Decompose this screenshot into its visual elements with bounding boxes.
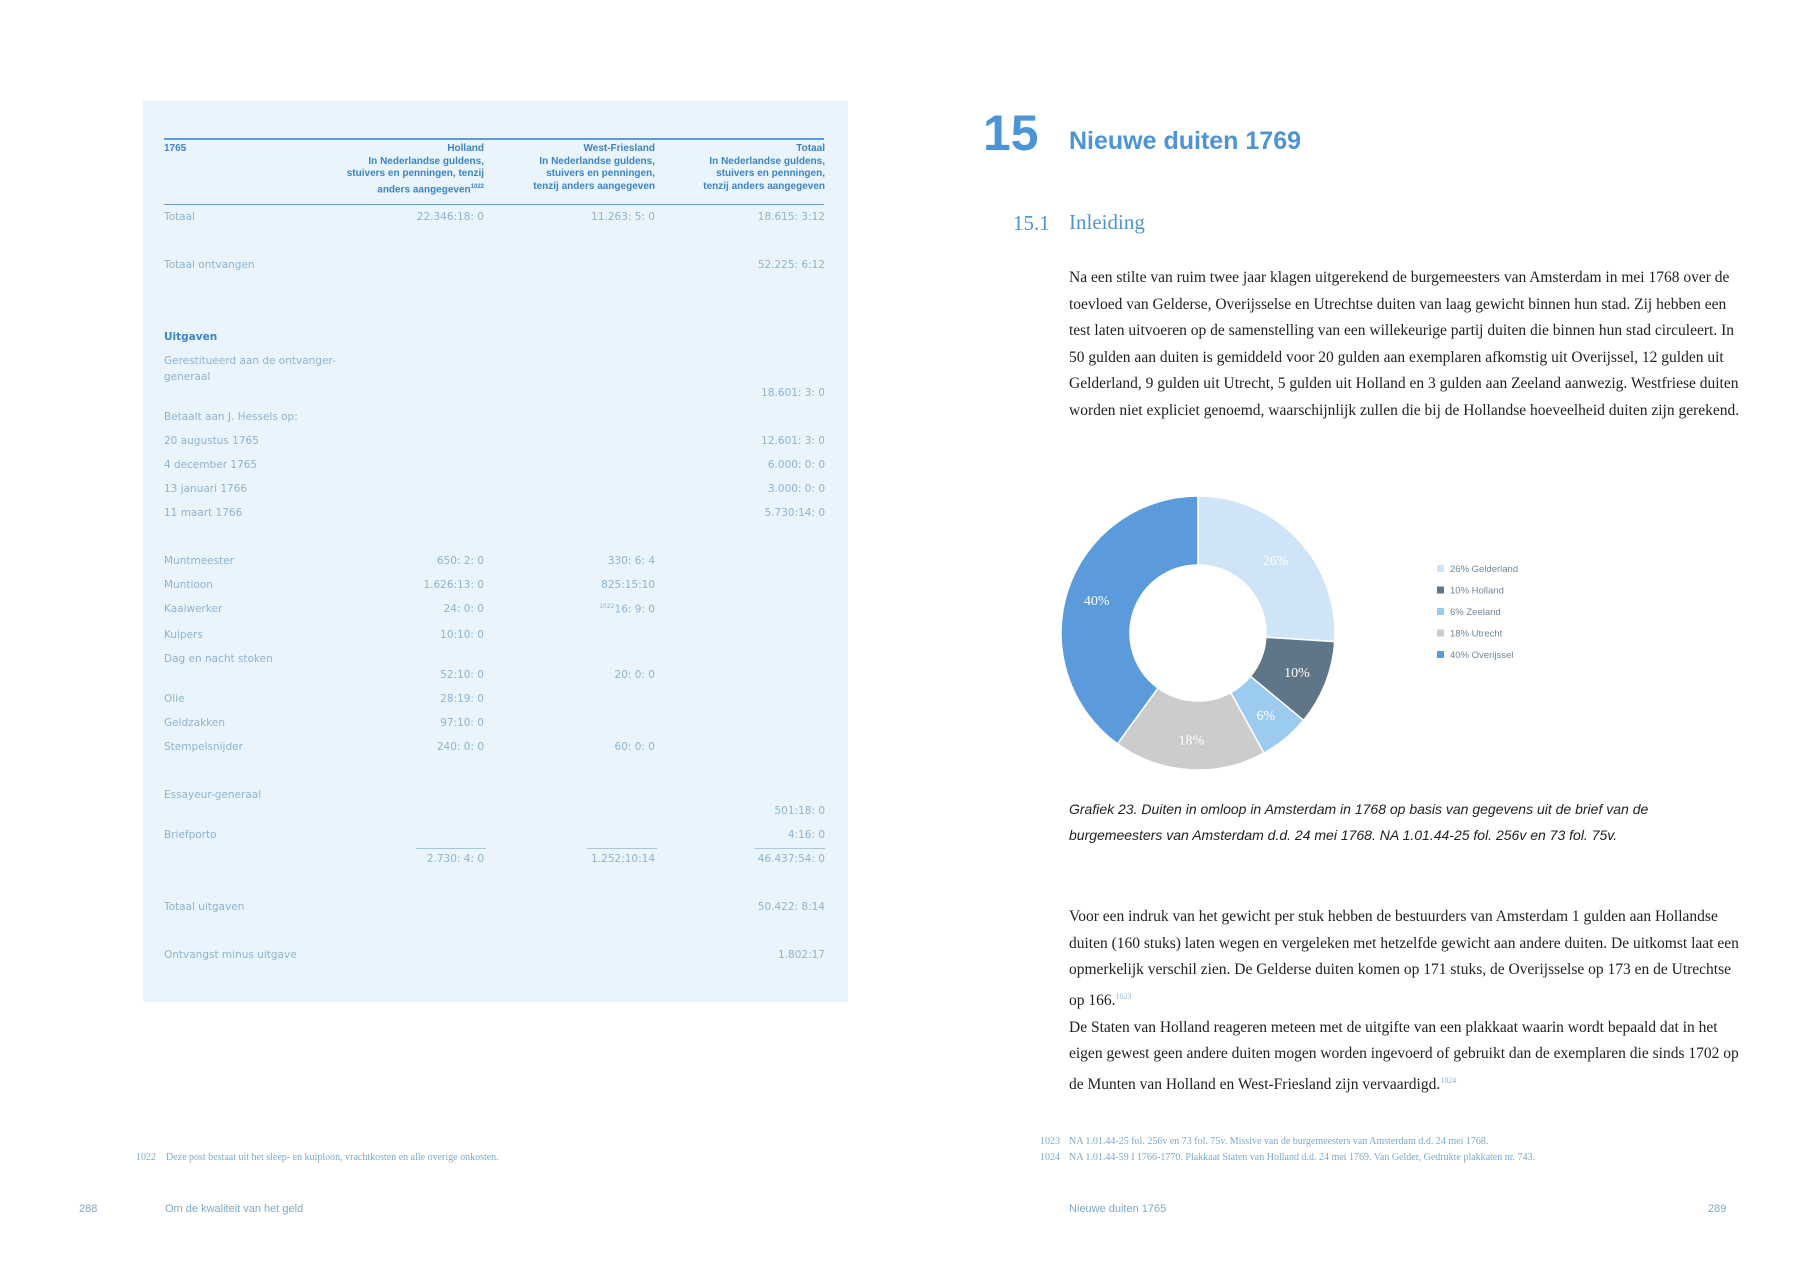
cell-value: 6.000: 0: 0 xyxy=(767,459,825,471)
legend-label-utrecht: 18% Utrecht xyxy=(1450,628,1503,640)
cell-value: 650: 2: 0 xyxy=(436,555,484,567)
cell-value: 330: 6: 4 xyxy=(607,555,655,567)
row-label: Stempelsnijder xyxy=(164,741,243,753)
page-number-left: 288 xyxy=(79,1203,98,1215)
subtotal-value: 2.730: 4: 0 xyxy=(426,853,484,865)
legend-label-zeeland: 6% Zeeland xyxy=(1450,607,1501,618)
row-label: 13 januari 1766 xyxy=(164,483,248,495)
paragraph-intro: Na een stilte van ruim twee jaar klagen uitgerekend de burgemeesters van Amsterdam in mei 1768 over de toevloed van Gelderse, Overijsselse en Utrechtse duiten van laag gewicht binnen hun stad. Zij hebben een test laten uitvoeren op de samenstelling van een willekeurige partij duiten die binnen hun stad circuleert. In 50 gulden aan duiten is gemiddeld voor 20 gulden aan exemplaren afkomstig uit Overijssel, 12 gulden uit Gelderland, 9 gulden uit Utrecht, 5 gulden uit Holland en 3 gulden aan Zeeland aanwezig. Westfriese duiten worden niet expliciet genoemd, waarschijnlijk zullen die bij de Hollandse hoeveelheid duiten zijn gerekend. xyxy=(1069,269,1740,419)
row-label: Totaal uitgaven xyxy=(164,901,245,913)
cell-value: 12.601: 3: 0 xyxy=(761,435,825,447)
legend-label-holland: 10% Holland xyxy=(1450,585,1504,597)
table-header-rule xyxy=(164,204,824,205)
slice-label-utrecht: 18% xyxy=(1178,733,1205,749)
slice-label-zeeland: 6% xyxy=(1256,709,1276,725)
chapter-number: 15 xyxy=(983,105,1039,161)
row-label: Dag en nacht stoken xyxy=(164,653,273,665)
paragraph-weights: Voor een indruk van het gewicht per stuk hebben de bestuurders van Amsterdam 1 gulden aan Hollandse duiten (160 stuks) laten wegen en vergeleken met hetzelfde gewicht aan andere duiten. De uitkomst laat een opmerkelijk verschil zien. De Gelderse duiten komen op 171 stuks, de Overijsselse op 173 en de Utrechtse op 166.$^{1023}$ De Staten van Holland reageren meteen met de uitgifte van een plakkaat waarin wordt bepaald dat in het eigen gewest geen andere duiten mogen worden ingevoerd of gebruikt dan de exemplaren die sinds 1702 op de Munten van Holland en West-Friesland zijn vervaardigd.$^{1024}$ xyxy=(1069,908,1739,1093)
slice-label-overijssel: 40% xyxy=(1083,594,1110,610)
footnote-1024: 1024 NA 1.01.44-59 I 1766-1770. Plakkaat Staten van Holland d.d. 24 mei 1769. Van Gelder, Gedrukte plakkaten nr. 743. xyxy=(1040,1152,1535,1163)
chapter-title: Nieuwe duiten 1769 xyxy=(1069,127,1302,155)
cell-value: 97:10: 0 xyxy=(440,717,484,729)
row-label: Briefporto xyxy=(164,829,217,841)
subtotal-value: 46.437:54: 0 xyxy=(757,853,825,865)
footnote-ref-1022: 1022 xyxy=(599,603,615,610)
header-west-friesland: West-Friesland In Nederlandse guldens, stuivers en penningen, tenzij anders aangegeven xyxy=(533,143,655,192)
row-label: 20 augustus 1765 xyxy=(164,435,259,447)
row-label: Kaaiwerker xyxy=(164,603,223,615)
cell-value: 22.346:18: 0 xyxy=(416,211,484,223)
slice-label-gelderland: 26% xyxy=(1262,554,1289,570)
table-top-rule xyxy=(164,138,824,140)
header-totaal: Totaal In Nederlandse guldens, stuivers en penningen, tenzij anders aangegeven xyxy=(703,143,825,192)
legend-swatch-utrecht xyxy=(1437,630,1444,637)
cell-value: 10:10: 0 xyxy=(440,629,484,641)
section-label-uitgaven: Uitgaven xyxy=(164,331,218,343)
running-title-left: Om de kwaliteit van het geld xyxy=(165,1203,304,1215)
cell-value: 60: 0: 0 xyxy=(614,741,655,753)
row-label: Kuipers xyxy=(164,629,203,641)
cell-value: 52.225: 6:12 xyxy=(757,259,825,271)
legend-swatch-gelderland xyxy=(1437,565,1444,572)
footnote-1022: 1022 Deze post bestaat uit het sleep- en kuiploon, vrachtkosten en alle overige onkosten. xyxy=(136,1152,499,1163)
running-title-right: Nieuwe duiten 1765 xyxy=(1069,1203,1167,1215)
cell-value: 11.263: 5: 0 xyxy=(591,211,655,223)
section-number: 15.1 xyxy=(1013,211,1050,235)
cell-value: 240: 0: 0 xyxy=(436,741,484,753)
cell-value: 501:18: 0 xyxy=(774,805,825,817)
cell-value: $^{1022}$16: 9: 0 xyxy=(599,603,655,616)
cell-value: 28:19: 0 xyxy=(440,693,484,705)
legend-swatch-overijssel xyxy=(1437,651,1444,658)
slice-label-holland: 10% xyxy=(1284,666,1310,682)
row-label: Totaal ontvangen xyxy=(164,259,255,271)
row-label: generaal xyxy=(164,371,211,383)
cell-value: 1.626:13: 0 xyxy=(423,579,484,591)
row-label: Betaalt aan J. Hessels op: xyxy=(164,411,298,423)
cell-value: 3.000: 0: 0 xyxy=(767,483,825,495)
cell-value: 50.422: 8:14 xyxy=(757,901,825,913)
row-label: Olie xyxy=(164,693,185,705)
section-title: Inleiding xyxy=(1069,210,1145,234)
cell-value: 5.730:14: 0 xyxy=(764,507,825,519)
row-label: 4 december 1765 xyxy=(164,459,258,471)
row-label: Ontvangst minus uitgave xyxy=(164,949,297,961)
cell-value: 24: 0: 0 xyxy=(443,603,484,615)
subtotal-value: 1.252:10:14 xyxy=(591,853,655,865)
row-label: Muntmeester xyxy=(164,555,234,567)
chart-caption: Grafiek 23. Duiten in omloop in Amsterdam in 1768 op basis van gegevens uit de brief van de burgemeesters van Amsterdam d.d. 24 mei 1768. NA 1.01.44-25 fol. 256v en 73 fol. 75v. xyxy=(1069,801,1649,843)
cell-value: 825:15:10 xyxy=(601,579,655,591)
footnote-ref-1022: 1022 xyxy=(470,183,484,190)
footnote-ref-1024: 1024 xyxy=(1440,1075,1457,1085)
table-panel xyxy=(143,101,848,1002)
page-number-right: 289 xyxy=(1708,1203,1727,1215)
legend-swatch-holland xyxy=(1437,587,1444,594)
row-label: Gerestitueerd aan de ontvanger- xyxy=(164,355,336,367)
legend-label-gelderland: 26% Gelderland xyxy=(1450,564,1519,575)
legend-swatch-zeeland xyxy=(1437,608,1444,615)
cell-value: 52:10: 0 xyxy=(440,669,484,681)
cell-value: 20: 0: 0 xyxy=(614,669,655,681)
cell-value: 18.601: 3: 0 xyxy=(761,387,825,399)
donut-chart xyxy=(1060,490,1540,780)
footnote-1023: 1023 NA 1.01.44-25 fol. 256v en 73 fol. 75v. Missive van de burgemeesters van Amsterdam d.d. 24 mei 1768. xyxy=(1040,1136,1489,1147)
sum-rule xyxy=(755,848,825,849)
header-holland: Holland In Nederlandse guldens, stuivers en penningen, tenzij anders aangegeven$^{1022}$ xyxy=(346,143,484,196)
row-label: Totaal xyxy=(164,211,195,223)
cell-value: 18.615: 3:12 xyxy=(757,211,825,223)
sum-rule xyxy=(416,848,486,849)
donut-chart-svg xyxy=(1060,490,1540,780)
footnote-ref-1023: 1023 xyxy=(1115,991,1132,1001)
cell-value: 4:16: 0 xyxy=(787,829,825,841)
row-label: 11 maart 1766 xyxy=(164,507,243,519)
legend-label-overijssel: 40% Overijssel xyxy=(1450,650,1514,661)
row-label: Muntloon xyxy=(164,579,213,591)
sum-rule xyxy=(587,848,657,849)
row-label: Essayeur-generaal xyxy=(164,789,262,801)
header-year: 1765 xyxy=(164,143,187,154)
cell-value: 1.802:17 xyxy=(778,949,825,961)
row-label: Geldzakken xyxy=(164,717,226,729)
